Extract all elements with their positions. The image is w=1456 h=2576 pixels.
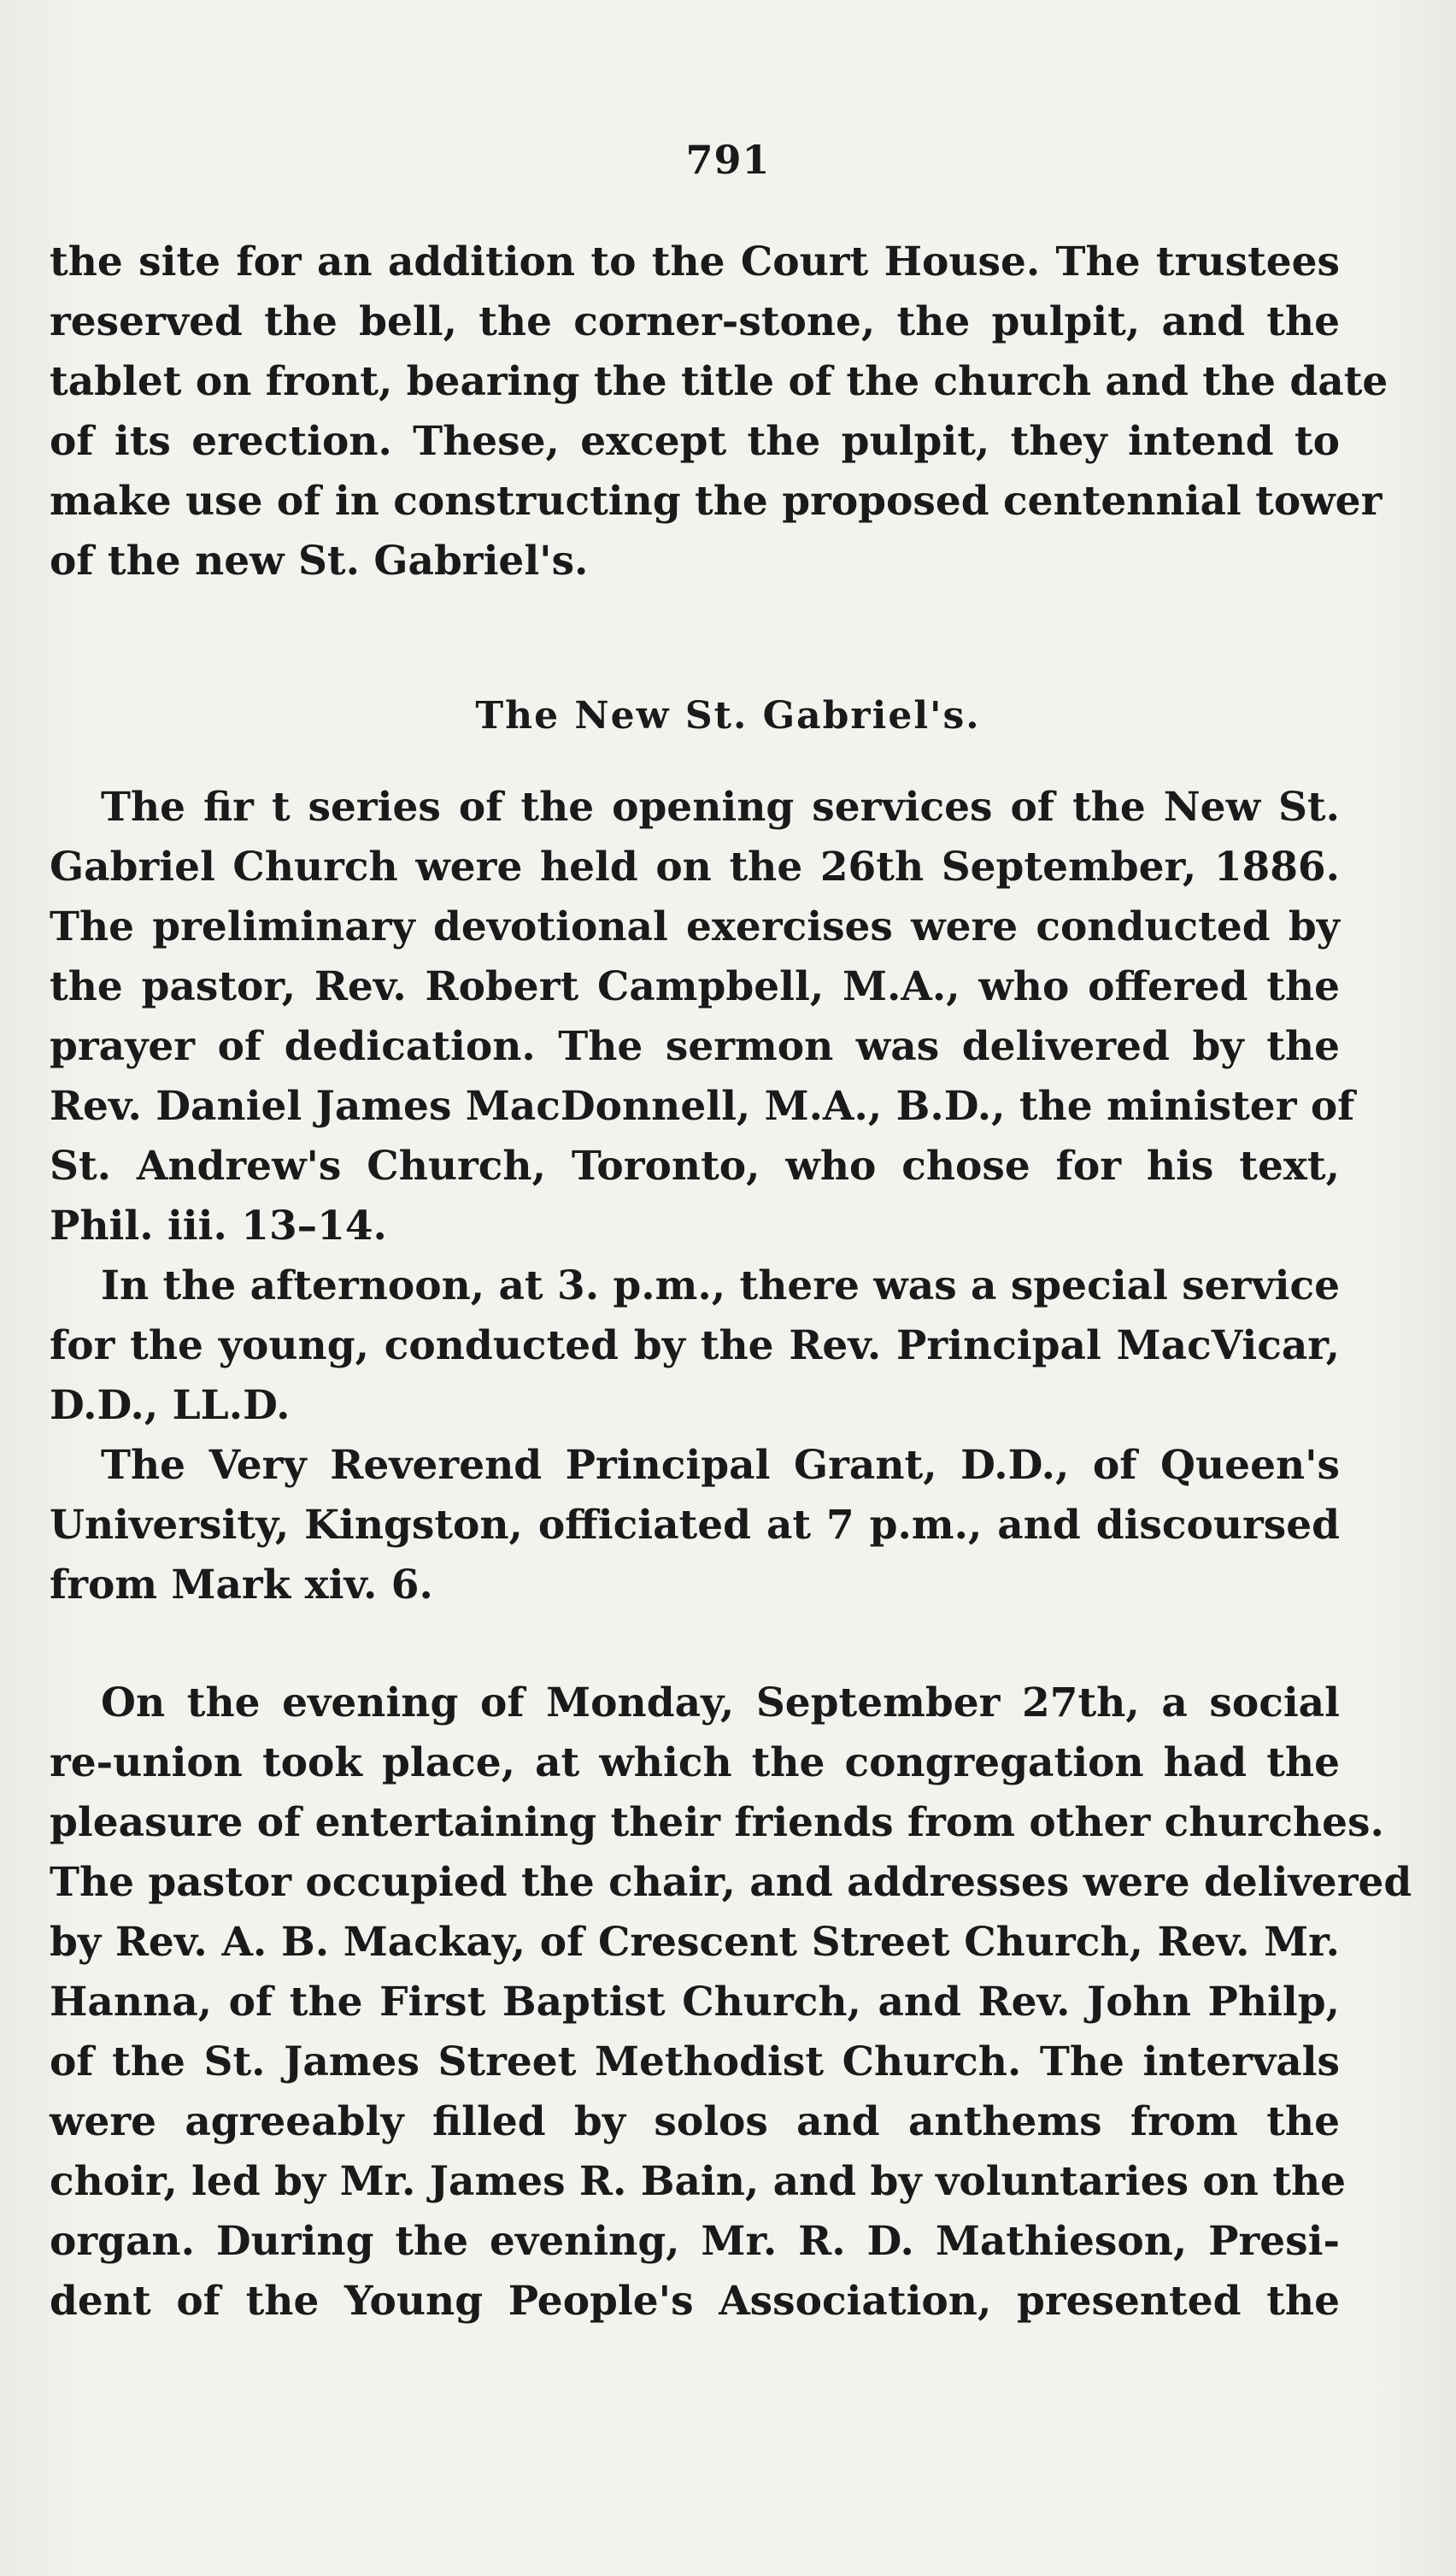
text-line: dent of the Young People's Association, presented the (50, 2278, 1340, 2325)
text-line: On the evening of Monday, September 27th, a social (101, 1679, 1340, 1726)
text-line: reserved the bell, the corner-stone, the pulpit, and the (50, 298, 1340, 345)
text-line: D.D., LL.D. (50, 1382, 291, 1429)
text-line: make use of in constructing the proposed centennial tower (50, 478, 1383, 525)
text-line: of its erection. These, except the pulpit, they intend to (50, 418, 1340, 465)
text-line: Phil. iii. 13–14. (50, 1203, 387, 1250)
page-number: 791 (685, 137, 771, 183)
text-line: from Mark xiv. 6. (50, 1561, 433, 1609)
text-line: for the young, conducted by the Rev. Principal MacVicar, (50, 1322, 1340, 1369)
paragraph-court-house (50, 232, 1388, 591)
text-line: organ. During the evening, Mr. R. D. Mathieson, Presi- (50, 2218, 1340, 2265)
text-line: University, Kingston, officiated at 7 p.m., and discoursed (50, 1502, 1340, 1549)
text-line: pleasure of entertaining their friends from other churches. (50, 1799, 1384, 1846)
paragraph-afternoon-service (50, 1256, 1340, 1436)
text-line: Hanna, of the First Baptist Church, and Rev. John Philp, (50, 1979, 1340, 2026)
paragraph-social-reunion (50, 1673, 1412, 2332)
text-line: prayer of dedication. The sermon was delivered by the (50, 1023, 1340, 1070)
text-line: Rev. Daniel James MacDonnell, M.A., B.D., the minister of (50, 1083, 1355, 1130)
paragraph-opening-services (50, 778, 1355, 1256)
text-line: were agreeably filled by solos and anthems from the (50, 2098, 1340, 2145)
text-line: choir, led by Mr. James R. Bain, and by voluntaries on the (50, 2158, 1347, 2205)
paragraph-evening-service (50, 1436, 1340, 1615)
text-line: In the afternoon, at 3. p.m., there was a special service (101, 1262, 1341, 1309)
text-line: the pastor, Rev. Robert Campbell, M.A., who offered the (50, 963, 1340, 1010)
text-line: of the new St. Gabriel's. (50, 538, 589, 585)
text-line: Gabriel Church were held on the 26th September, 1886. (50, 844, 1340, 891)
text-line: The Very Reverend Principal Grant, D.D., of Queen's (101, 1442, 1340, 1489)
text-line: The pastor occupied the chair, and addresses were delivered (50, 1859, 1412, 1906)
text-line: of the St. James Street Methodist Church. The intervals (50, 2038, 1340, 2085)
text-line: The preliminary devotional exercises were conducted by (50, 903, 1340, 950)
text-line: The fir t series of the opening services of the New St. (101, 784, 1340, 831)
text-line: by Rev. A. B. Mackay, of Crescent Street Church, Rev. Mr. (50, 1919, 1340, 1966)
text-line: re-union took place, at which the congregation had the (50, 1739, 1340, 1786)
text-line: the site for an addition to the Court House. The trustees (50, 238, 1340, 285)
text-line: tablet on front, bearing the title of the church and the date (50, 358, 1388, 405)
text-line: St. Andrew's Church, Toronto, who chose for his text, (50, 1143, 1340, 1190)
section-heading: The New St. Gabriel's. (475, 694, 981, 738)
